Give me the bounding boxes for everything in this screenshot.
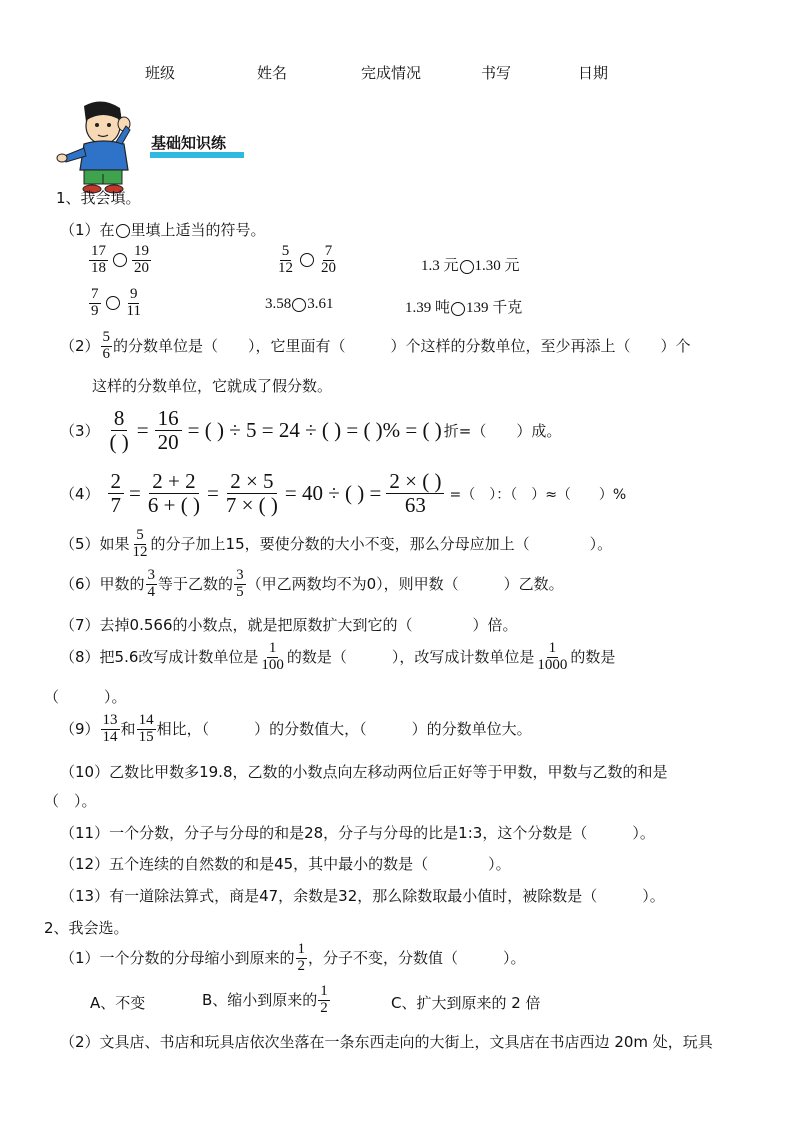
q1-p11: （11）一个分数，分子与分母的和是28，分子与分母的比是1:3，这个分数是（ ）。 (60, 824, 655, 842)
q1-p3: （3） $\frac{8}{( )}$ = $\frac{16}{20}$ = ( ) ÷ 5 = 24 ÷ ( ) = ( )% = ( ) 折=（ ）成。 (60, 406, 562, 455)
q2-option-b[interactable]: B、缩小到原来的 $\frac{1}{2}$ (202, 983, 328, 1016)
q2-option-a[interactable]: A、不变 (90, 994, 146, 1012)
q1-p13: （13）有一道除法算式，商是47，余数是32，那么除数取最小值时，被除数是（ ）。 (60, 887, 665, 905)
header-completion: 完成情况 (361, 64, 422, 82)
compare-circle[interactable] (113, 253, 127, 267)
compare-d: $\frac{7}{9}$ $\frac{9}{11}$ (91, 286, 141, 319)
compare-a: $\frac{17}{18}$ $\frac{19}{20}$ (91, 243, 149, 276)
header-date: 日期 (578, 64, 609, 82)
q2-p1: （1）一个分数的分母缩小到原来的 $\frac{1}{2}$ ，分子不变，分数值（ ）。 (60, 941, 526, 974)
q1-p8-line2: （ ）。 (44, 688, 127, 706)
q1-p2-line2: 这样的分数单位，它就成了假分数。 (92, 377, 333, 395)
q1-p10-line2: （ ）。 (44, 792, 97, 810)
circle-icon (116, 224, 130, 238)
q1-p10-line1: （10）乙数比甲数多19.8，乙数的小数点向左移动两位后正好等于甲数，甲数与乙数的和是 (60, 763, 668, 781)
header-writing: 书写 (481, 64, 512, 82)
compare-f: 1.39 吨 139 千克 (405, 300, 523, 316)
q1-p1-label2: 里填上适当的符号。 (130, 221, 266, 239)
q1-p12: （12）五个连续的自然数的和是45，其中最小的数是（ ）。 (60, 855, 511, 873)
q1-p8: （8）把5.6改写成计数单位是 $\frac{1}{100}$ 的数是（ ），改写成计数单位是 $\frac{1}{1000}$ 的数是 (60, 640, 616, 673)
q2-option-c[interactable]: C、扩大到原来的 2 倍 (391, 994, 541, 1012)
compare-circle[interactable] (292, 298, 306, 312)
header-name: 姓名 (257, 64, 288, 82)
compare-circle[interactable] (300, 253, 314, 267)
header-class: 班级 (145, 64, 176, 82)
compare-e: 3.58 3.61 (265, 296, 334, 312)
compare-c: 1.3 元 1.30 元 (421, 258, 520, 274)
compare-circle[interactable] (460, 260, 474, 274)
q2-title: 2、我会选。 (44, 919, 129, 937)
q2-p2: （2）文具店、书店和玩具店依次坐落在一条东西走向的大街上，文具店在书店西边 20m 处，玩具 (60, 1033, 713, 1051)
compare-circle[interactable] (106, 296, 120, 310)
q1-p2: （2） $\frac{5}{6}$ 的分数单位是（ ），它里面有（ ）个这样的分数单位，至少再添上（ ）个 (60, 329, 691, 362)
q1-title: 1、我会填。 (56, 189, 141, 207)
q1-p6: （6）甲数的 $\frac{3}{4}$ 等于乙数的 $\frac{3}{5}$ （甲乙两数均不为0），则甲数（ ）乙数。 (60, 567, 564, 600)
cartoon-boy-illustration (54, 98, 146, 194)
q1-p7: （7）去掉0.566的小数点，就是把原数扩大到它的（ ）倍。 (60, 616, 518, 634)
q1-p1-instruction (60, 219, 266, 240)
compare-circle[interactable] (451, 302, 465, 316)
q1-p1-label: （1）在 (60, 221, 115, 239)
compare-b: $\frac{5}{12}$ $\frac{7}{20}$ (278, 243, 336, 276)
q1-p4: （4） $\frac{2}{7}$ = $\frac{2 + 2}{6 + ( )}$ = $\frac{2 \times 5}{7 \times ( )}$ = 40 ÷ ( ) = $\frac{2 \times ( )}{63}$ =（ ）：（ ）≈（ ）% (60, 469, 627, 518)
q1-p5: （5）如果 $\frac{5}{12}$ 的分子加上15，要使分数的大小不变，那么分母应加上（ ）。 (60, 527, 613, 560)
q1-p9: （9） $\frac{13}{14}$ 和 $\frac{14}{15}$ 相比，（ ）的分数值大，（ ）的分数单位大。 (60, 712, 532, 745)
section-title: 基础知识练 (151, 134, 227, 152)
section-title-underline (150, 152, 244, 158)
